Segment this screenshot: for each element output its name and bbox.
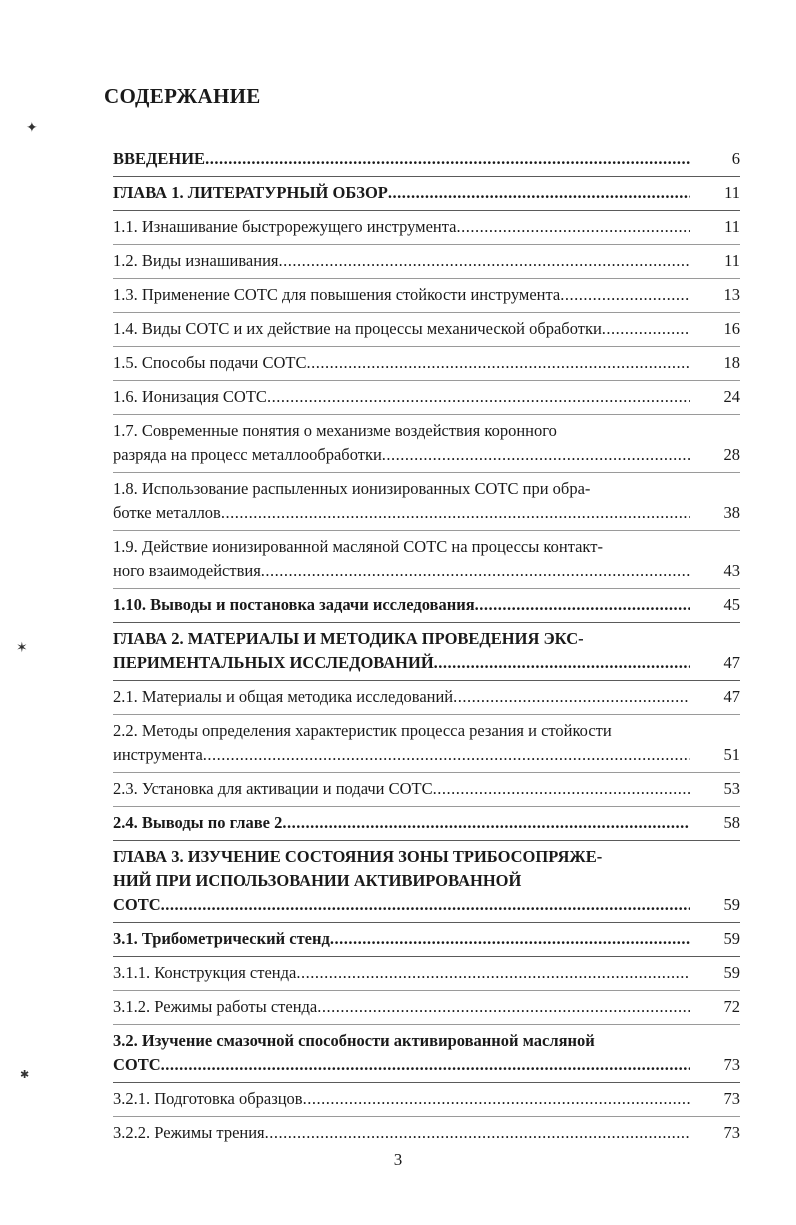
dot-leader xyxy=(560,283,690,307)
toc-page-number: 47 xyxy=(723,687,740,706)
toc-page-number: 16 xyxy=(723,319,740,338)
toc-page-number: 6 xyxy=(731,149,740,168)
divider xyxy=(113,312,740,313)
toc-entry-text: 3.2. Изучение смазочной способности активированной масляной xyxy=(113,1031,595,1050)
scan-mark-icon: ✦ xyxy=(26,121,38,136)
toc-entry-text: ПЕРИМЕНТАЛЬНЫХ ИССЛЕДОВАНИЙ xyxy=(113,653,434,672)
toc-entry xyxy=(113,719,740,767)
toc-entry xyxy=(113,249,740,273)
scan-mark-icon: ✱ xyxy=(20,1069,30,1081)
toc-page-number: 13 xyxy=(723,285,740,304)
toc-entry-text: 1.8. Использование распыленных ионизированных СОТС при обра- xyxy=(113,479,591,498)
dot-leader xyxy=(317,995,690,1019)
dot-leader xyxy=(602,317,690,341)
toc-entry xyxy=(113,777,740,801)
toc-entry-text: 3.2.1. Подготовка образцов xyxy=(113,1089,303,1108)
toc-entry xyxy=(113,593,740,617)
toc-page-number: 73 xyxy=(723,1055,740,1074)
page-title: СОДЕРЖАНИЕ xyxy=(104,84,261,108)
toc-entry-text: разряда на процесс металлообработки xyxy=(113,445,382,464)
toc-page-number: 11 xyxy=(724,251,740,270)
toc-entry-text: 1.10. Выводы и постановка задачи исследования xyxy=(113,595,475,614)
divider xyxy=(113,622,740,623)
divider xyxy=(113,772,740,773)
divider xyxy=(113,278,740,279)
dot-leader xyxy=(221,501,690,525)
toc-entry-text: 2.2. Методы определения характеристик процесса резания и стойкости xyxy=(113,721,612,740)
toc-entry xyxy=(113,627,740,675)
toc-entry-text: СОТС xyxy=(113,1055,161,1074)
toc-entry-text: 1.7. Современные понятия о механизме воздействия коронного xyxy=(113,421,557,440)
toc-page-number: 18 xyxy=(723,353,740,372)
dot-leader xyxy=(382,443,690,467)
dot-leader xyxy=(161,893,690,917)
divider xyxy=(113,1082,740,1083)
dot-leader xyxy=(457,215,691,239)
toc-entry-text: ГЛАВА 2. МАТЕРИАЛЫ И МЕТОДИКА ПРОВЕДЕНИЯ ЭКС- xyxy=(113,629,584,648)
toc-entry xyxy=(113,317,740,341)
toc-entry xyxy=(113,1029,740,1077)
page-number: 3 xyxy=(393,1150,403,1169)
toc-entry xyxy=(113,283,740,307)
divider xyxy=(113,346,740,347)
toc-entry-text: СОТС xyxy=(113,895,161,914)
toc-page-number: 38 xyxy=(723,503,740,522)
divider xyxy=(113,414,740,415)
toc-entry-text: 3.2.2. Режимы трения xyxy=(113,1123,265,1142)
toc-entry-text: 1.2. Виды изнашивания xyxy=(113,251,279,270)
toc-entry-text: 1.1. Изнашивание быстрорежущего инструмента xyxy=(113,217,457,236)
dot-leader xyxy=(261,559,690,583)
dot-leader xyxy=(267,385,690,409)
toc-entry xyxy=(113,1087,740,1111)
toc-entry xyxy=(113,351,740,375)
toc-entry xyxy=(113,419,740,467)
toc-page-number: 53 xyxy=(723,779,740,798)
divider xyxy=(113,588,740,589)
divider xyxy=(113,806,740,807)
toc-entry-text: 2.1. Материалы и общая методика исследований xyxy=(113,687,454,706)
dot-leader xyxy=(475,593,690,617)
toc-entry-text: НИЙ ПРИ ИСПОЛЬЗОВАНИИ АКТИВИРОВАННОЙ xyxy=(113,871,522,890)
dot-leader xyxy=(453,685,690,709)
divider xyxy=(113,714,740,715)
toc-entry-text: 3.1. Трибометрический стенд xyxy=(113,929,330,948)
divider xyxy=(113,922,740,923)
toc-entry-text: ГЛАВА 3. ИЗУЧЕНИЕ СОСТОЯНИЯ ЗОНЫ ТРИБОСОПРЯЖЕ- xyxy=(113,847,603,866)
toc-entry xyxy=(113,215,740,239)
toc-entry xyxy=(113,147,740,171)
divider xyxy=(113,244,740,245)
divider xyxy=(113,680,740,681)
toc-entry-text: 1.4. Виды СОТС и их действие на процессы механической обработки xyxy=(113,319,602,338)
toc-entry-text: 1.6. Ионизация СОТС xyxy=(113,387,267,406)
toc-entry xyxy=(113,995,740,1019)
toc-entry-text: 1.9. Действие ионизированной масляной СОТС на процессы контакт- xyxy=(113,537,603,556)
toc-page-number: 51 xyxy=(723,745,740,764)
toc-page-number: 28 xyxy=(723,445,740,464)
divider xyxy=(113,530,740,531)
toc-entry xyxy=(113,685,740,709)
toc-page-number: 43 xyxy=(723,561,740,580)
divider xyxy=(113,176,740,177)
divider xyxy=(113,1116,740,1117)
toc-page-number: 59 xyxy=(723,895,740,914)
toc-page-number: 47 xyxy=(723,653,740,672)
toc-page-number: 45 xyxy=(723,595,740,614)
dot-leader xyxy=(433,777,690,801)
toc-entry-text: 3.1.2. Режимы работы стенда xyxy=(113,997,318,1016)
dot-leader xyxy=(296,961,690,985)
dot-leader xyxy=(388,181,690,205)
dot-leader xyxy=(434,651,690,675)
toc-entry-text: 1.3. Применение СОТС для повышения стойкости инструмента xyxy=(113,285,561,304)
dot-leader xyxy=(303,1087,690,1111)
dot-leader xyxy=(203,743,690,767)
toc-entry-text: 1.5. Способы подачи СОТС xyxy=(113,353,307,372)
dot-leader xyxy=(265,1121,690,1145)
dot-leader xyxy=(330,927,690,951)
toc-entry xyxy=(113,811,740,835)
toc-page-number: 73 xyxy=(723,1123,740,1142)
toc-entry xyxy=(113,535,740,583)
divider xyxy=(113,472,740,473)
dot-leader xyxy=(282,811,690,835)
toc-page-number: 11 xyxy=(724,183,740,202)
divider xyxy=(113,1024,740,1025)
divider xyxy=(113,840,740,841)
dot-leader xyxy=(306,351,690,375)
divider xyxy=(113,380,740,381)
toc-entry xyxy=(113,961,740,985)
toc-entry-text: ного взаимодействия xyxy=(113,561,261,580)
toc-entry-text: инструмента xyxy=(113,745,203,764)
toc-page-number: 59 xyxy=(723,963,740,982)
toc-page-number: 73 xyxy=(723,1089,740,1108)
toc-entry xyxy=(113,927,740,951)
scan-mark-icon: ✶ xyxy=(16,641,28,656)
toc-entry-text: ВВЕДЕНИЕ xyxy=(113,149,206,168)
toc-page-number: 59 xyxy=(723,929,740,948)
toc-page-number: 58 xyxy=(723,813,740,832)
divider xyxy=(113,956,740,957)
toc-entry-text: ГЛАВА 1. ЛИТЕРАТУРНЫЙ ОБЗОР xyxy=(113,183,388,202)
table-of-contents xyxy=(113,147,740,1145)
toc-entry xyxy=(113,1121,740,1145)
divider xyxy=(113,210,740,211)
toc-page-number: 11 xyxy=(724,217,740,236)
dot-leader xyxy=(161,1053,690,1077)
dot-leader xyxy=(279,249,691,273)
toc-page-number: 24 xyxy=(723,387,740,406)
toc-entry xyxy=(113,385,740,409)
divider xyxy=(113,990,740,991)
toc-entry xyxy=(113,477,740,525)
dot-leader xyxy=(205,147,690,171)
toc-entry xyxy=(113,181,740,205)
toc-entry-text: 2.3. Установка для активации и подачи СОТС xyxy=(113,779,433,798)
toc-entry xyxy=(113,845,740,917)
toc-entry-text: ботке металлов xyxy=(113,503,221,522)
toc-entry-text: 3.1.1. Конструкция стенда xyxy=(113,963,297,982)
toc-page-number: 72 xyxy=(723,997,740,1016)
toc-entry-text: 2.4. Выводы по главе 2 xyxy=(113,813,283,832)
